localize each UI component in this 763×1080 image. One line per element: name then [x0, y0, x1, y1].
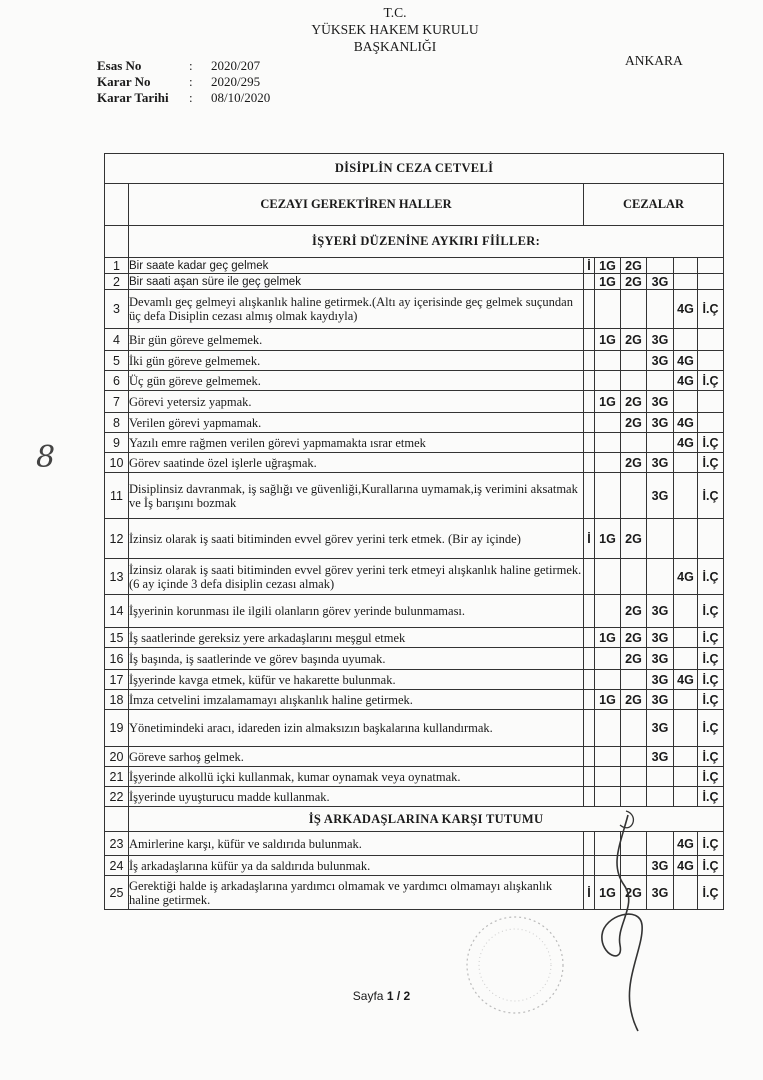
- penalty-cell: 4G: [674, 856, 698, 876]
- penalty-cell: [621, 767, 647, 787]
- row-number: 1: [105, 258, 129, 274]
- footer-sep: /: [393, 989, 404, 1003]
- footer-page: 1: [386, 989, 394, 1003]
- meta-value: 2020/207: [211, 58, 261, 73]
- penalty-cell: [647, 290, 674, 329]
- penalty-cell: 2G: [621, 519, 647, 559]
- penalty-cell: [595, 747, 621, 767]
- footer-total: 2: [403, 989, 411, 1003]
- penalty-cell: [698, 258, 724, 274]
- penalty-cell: [674, 648, 698, 670]
- penalty-cell: 2G: [621, 258, 647, 274]
- row-number: 7: [105, 391, 129, 413]
- row-number: 21: [105, 767, 129, 787]
- penalty-cell: [647, 767, 674, 787]
- penalty-cell: 4G: [674, 670, 698, 690]
- penalty-cell: [621, 747, 647, 767]
- penalty-cell: [584, 413, 595, 433]
- row-number: 9: [105, 433, 129, 453]
- meta-label: Esas No: [97, 58, 142, 73]
- case-metadata: [97, 58, 270, 106]
- penalty-cell: [674, 690, 698, 710]
- penalty-cell: İ.Ç: [698, 832, 724, 856]
- penalty-cell: [584, 290, 595, 329]
- penalty-cell: [584, 710, 595, 747]
- header-line-tc: T.C.: [383, 5, 407, 20]
- table-row: [105, 391, 724, 413]
- penalty-cell: 3G: [647, 628, 674, 648]
- offense-description: Bir gün göreve gelmemek.: [129, 329, 584, 351]
- penalty-cell: [584, 433, 595, 453]
- penalty-cell: İ.Ç: [698, 648, 724, 670]
- penalty-cell: İ: [584, 258, 595, 274]
- penalty-cell: İ.Ç: [698, 473, 724, 519]
- offense-description: İşyerinde kavga etmek, küfür ve hakarette bulunmak.: [129, 670, 584, 690]
- offense-description: Devamlı geç gelmeyi alışkanlık haline getirmek.(Altı ay içerisinde geç gelmek suçundan üç defa Disiplin cezası almış olmak kaydıyla): [129, 290, 584, 329]
- row-number: 4: [105, 329, 129, 351]
- offense-description: İzinsiz olarak iş saati bitiminden evvel görev yerini terk etmeyi alışkanlık haline getirmek. (6 ay içinde 3 defa disiplin cezası almak): [129, 559, 584, 595]
- penalty-cell: İ.Ç: [698, 876, 724, 910]
- penalty-cell: [584, 351, 595, 371]
- row-number: 19: [105, 710, 129, 747]
- penalty-cell: 2G: [621, 648, 647, 670]
- penalty-cell: 2G: [621, 453, 647, 473]
- row-number: 14: [105, 595, 129, 628]
- penalty-cell: [595, 371, 621, 391]
- penalty-cell: [584, 747, 595, 767]
- penalty-cell: [647, 258, 674, 274]
- penalty-cell: 3G: [647, 595, 674, 628]
- row-number: 5: [105, 351, 129, 371]
- penalty-cell: [584, 473, 595, 519]
- header-spacer: [105, 807, 129, 832]
- penalty-cell: İ.Ç: [698, 559, 724, 595]
- penalty-cell: [595, 670, 621, 690]
- row-number: 10: [105, 453, 129, 473]
- header-spacer: [105, 184, 129, 226]
- penalty-cell: İ.Ç: [698, 628, 724, 648]
- row-number: 12: [105, 519, 129, 559]
- penalty-cell: 4G: [674, 351, 698, 371]
- penalty-cell: [647, 559, 674, 595]
- offense-description: İki gün göreve gelmemek.: [129, 351, 584, 371]
- penalty-cell: İ.Ç: [698, 290, 724, 329]
- offense-description: İşyerinde uyuşturucu madde kullanmak.: [129, 787, 584, 807]
- table-row: [105, 747, 724, 767]
- offense-description: Amirlerine karşı, küfür ve saldırıda bulunmak.: [129, 832, 584, 856]
- offense-description: İş saatlerinde gereksiz yere arkadaşlarını meşgul etmek: [129, 628, 584, 648]
- penalty-cell: 1G: [595, 690, 621, 710]
- penalty-cell: [698, 413, 724, 433]
- penalty-cell: 2G: [621, 595, 647, 628]
- city-label: ANKARA: [625, 53, 683, 68]
- row-number: 13: [105, 559, 129, 595]
- row-number: 6: [105, 371, 129, 391]
- handwritten-margin-mark: 8: [36, 440, 56, 475]
- penalty-cell: [595, 413, 621, 433]
- penalty-cell: 2G: [621, 628, 647, 648]
- penalty-cell: [674, 473, 698, 519]
- table-row: [105, 290, 724, 329]
- penalty-cell: İ: [584, 519, 595, 559]
- penalty-cell: [595, 559, 621, 595]
- meta-label: Karar No: [97, 74, 151, 89]
- table-row: [105, 274, 724, 290]
- section-title-coworkers: İŞ ARKADAŞLARINA KARŞI TUTUMU: [129, 807, 724, 832]
- penalty-cell: [647, 433, 674, 453]
- penalty-cell: İ.Ç: [698, 767, 724, 787]
- table-title-row: [105, 154, 724, 184]
- penalty-cell: 4G: [674, 559, 698, 595]
- penalty-cell: 2G: [621, 391, 647, 413]
- penalty-cell: 1G: [595, 519, 621, 559]
- penalty-cell: 3G: [647, 876, 674, 910]
- penalty-cell: 3G: [647, 453, 674, 473]
- penalty-cell: 1G: [595, 876, 621, 910]
- penalty-cell: 3G: [647, 473, 674, 519]
- offense-description: İmza cetvelini imzalamamayı alışkanlık haline getirmek.: [129, 690, 584, 710]
- penalty-cell: 3G: [647, 413, 674, 433]
- penalty-cell: [595, 787, 621, 807]
- penalty-cell: 3G: [647, 856, 674, 876]
- penalty-cell: [674, 787, 698, 807]
- penalty-cell: [584, 391, 595, 413]
- row-number: 20: [105, 747, 129, 767]
- penalty-cell: [584, 329, 595, 351]
- offense-description: İş arkadaşlarına küfür ya da saldırıda bulunmak.: [129, 856, 584, 876]
- penalty-cell: 3G: [647, 710, 674, 747]
- table-row: [105, 690, 724, 710]
- offense-description: Verilen görevi yapmamak.: [129, 413, 584, 433]
- penalty-cell: [621, 290, 647, 329]
- table-row: [105, 413, 724, 433]
- penalty-cell: [674, 274, 698, 290]
- table-row: [105, 787, 724, 807]
- footer-prefix: Sayfa: [352, 989, 387, 1003]
- penalty-cell: [647, 519, 674, 559]
- header-line-department: BAŞKANLIĞI: [353, 39, 437, 54]
- table-row: [105, 710, 724, 747]
- penalty-cell: İ.Ç: [698, 710, 724, 747]
- penalty-cell: İ: [584, 876, 595, 910]
- penalty-cell: [674, 453, 698, 473]
- penalty-cell: [584, 371, 595, 391]
- penalty-cell: 3G: [647, 690, 674, 710]
- penalty-cell: [647, 371, 674, 391]
- meta-value: 2020/295: [211, 74, 261, 89]
- meta-label: Karar Tarihi: [97, 90, 169, 105]
- penalty-cell: 4G: [674, 433, 698, 453]
- meta-row-esas: [97, 58, 270, 74]
- penalty-cell: 1G: [595, 258, 621, 274]
- column-header-penalties: CEZALAR: [584, 184, 724, 226]
- offense-description: Gerektiği halde iş arkadaşlarına yardımcı olmamak ve yardımcı olmamayı alışkanlık haline getirmek.: [129, 876, 584, 910]
- penalty-cell: [698, 519, 724, 559]
- penalty-cell: [674, 595, 698, 628]
- penalty-cell: [698, 329, 724, 351]
- penalty-cell: [584, 690, 595, 710]
- offense-description: İşyerinin korunması ile ilgili olanların görev yerinde bulunmaması.: [129, 595, 584, 628]
- table-row: [105, 258, 724, 274]
- row-number: 22: [105, 787, 129, 807]
- penalty-cell: 4G: [674, 290, 698, 329]
- meta-value: 08/10/2020: [211, 90, 271, 105]
- penalty-cell: [698, 351, 724, 371]
- penalty-cell: 4G: [674, 371, 698, 391]
- penalty-cell: 4G: [674, 832, 698, 856]
- penalty-cell: 4G: [674, 413, 698, 433]
- table-row: [105, 559, 724, 595]
- penalty-cell: [674, 876, 698, 910]
- penalty-cell: [647, 787, 674, 807]
- penalty-cell: [595, 290, 621, 329]
- penalty-cell: [584, 274, 595, 290]
- penalty-cell: İ.Ç: [698, 787, 724, 807]
- penalty-cell: [584, 595, 595, 628]
- table-row: [105, 595, 724, 628]
- offense-description: İşyerinde alkollü içki kullanmak, kumar oynamak veya oynatmak.: [129, 767, 584, 787]
- offense-description: Bir saate kadar geç gelmek: [129, 258, 584, 274]
- penalty-cell: [621, 473, 647, 519]
- penalty-cell: İ.Ç: [698, 856, 724, 876]
- row-number: 25: [105, 876, 129, 910]
- penalty-cell: [595, 473, 621, 519]
- offense-description: İzinsiz olarak iş saati bitiminden evvel görev yerini terk etmek. (Bir ay içinde): [129, 519, 584, 559]
- row-number: 18: [105, 690, 129, 710]
- penalty-cell: [595, 710, 621, 747]
- penalty-cell: 3G: [647, 274, 674, 290]
- meta-colon: :: [189, 90, 193, 105]
- offense-description: Göreve sarhoş gelmek.: [129, 747, 584, 767]
- meta-row-karar: [97, 74, 270, 90]
- penalty-cell: [621, 787, 647, 807]
- penalty-cell: 2G: [621, 329, 647, 351]
- penalty-cell: 3G: [647, 391, 674, 413]
- penalty-cell: [698, 274, 724, 290]
- penalty-cell: [621, 710, 647, 747]
- offense-description: Yönetimindeki aracı, idareden izin almaksızın başkalarına kullandırmak.: [129, 710, 584, 747]
- penalty-cell: [621, 670, 647, 690]
- row-number: 17: [105, 670, 129, 690]
- penalty-cell: 2G: [621, 876, 647, 910]
- penalty-cell: [584, 670, 595, 690]
- penalty-cell: 3G: [647, 670, 674, 690]
- row-number: 3: [105, 290, 129, 329]
- row-number: 11: [105, 473, 129, 519]
- penalty-cell: [621, 351, 647, 371]
- row-number: 15: [105, 628, 129, 648]
- offense-description: Görevi yetersiz yapmak.: [129, 391, 584, 413]
- penalty-cell: 2G: [621, 690, 647, 710]
- penalty-cell: [584, 787, 595, 807]
- penalty-cell: [595, 351, 621, 371]
- offense-description: Bir saati aşan süre ile geç gelmek: [129, 274, 584, 290]
- penalty-cell: 1G: [595, 391, 621, 413]
- penalty-cell: [674, 329, 698, 351]
- penalty-cell: [584, 767, 595, 787]
- penalty-cell: [595, 648, 621, 670]
- section-header-row: [105, 226, 724, 258]
- penalty-cell: 3G: [647, 329, 674, 351]
- offense-description: Üç gün göreve gelmemek.: [129, 371, 584, 391]
- penalty-cell: İ.Ç: [698, 670, 724, 690]
- penalty-cell: [595, 595, 621, 628]
- penalty-cell: [595, 433, 621, 453]
- header-line-institution: YÜKSEK HAKEM KURULU: [311, 22, 479, 37]
- meta-colon: :: [189, 58, 193, 73]
- penalty-cell: İ.Ç: [698, 595, 724, 628]
- offense-description: Disiplinsiz davranmak, iş sağlığı ve güvenliği,Kurallarına uymamak,iş verimini aksatmak ve İş barışını bozmak: [129, 473, 584, 519]
- penalty-cell: İ.Ç: [698, 371, 724, 391]
- table-row: [105, 351, 724, 371]
- row-number: 16: [105, 648, 129, 670]
- row-number: 24: [105, 856, 129, 876]
- penalty-cell: [621, 559, 647, 595]
- table-row: [105, 767, 724, 787]
- penalty-cell: 3G: [647, 351, 674, 371]
- penalty-cell: [584, 628, 595, 648]
- penalty-cell: İ.Ç: [698, 690, 724, 710]
- penalty-cell: 1G: [595, 329, 621, 351]
- penalty-cell: [674, 710, 698, 747]
- penalty-cell: [674, 628, 698, 648]
- table-row: [105, 519, 724, 559]
- table-row: [105, 453, 724, 473]
- penalty-cell: [595, 453, 621, 473]
- document-header: [250, 4, 540, 55]
- penalty-cell: İ.Ç: [698, 433, 724, 453]
- meta-row-tarih: [97, 90, 270, 106]
- table-row: [105, 628, 724, 648]
- penalty-cell: [674, 391, 698, 413]
- penalty-cell: 2G: [621, 413, 647, 433]
- offense-description: Yazılı emre rağmen verilen görevi yapmamakta ısrar etmek: [129, 433, 584, 453]
- row-number: 23: [105, 832, 129, 856]
- penalty-cell: [584, 453, 595, 473]
- penalty-cell: 2G: [621, 274, 647, 290]
- table-title: DİSİPLİN CEZA CETVELİ: [105, 154, 724, 184]
- offense-description: İş başında, iş saatlerinde ve görev başında uyumak.: [129, 648, 584, 670]
- table-row: [105, 648, 724, 670]
- table-row: [105, 433, 724, 453]
- table-row: [105, 371, 724, 391]
- table-row: [105, 670, 724, 690]
- penalty-cell: [621, 433, 647, 453]
- meta-colon: :: [189, 74, 193, 89]
- row-number: 8: [105, 413, 129, 433]
- penalty-cell: İ.Ç: [698, 453, 724, 473]
- penalty-cell: [674, 767, 698, 787]
- penalty-cell: 1G: [595, 628, 621, 648]
- column-header-row: [105, 184, 724, 226]
- penalty-cell: [674, 258, 698, 274]
- section-title-workplace: İŞYERİ DÜZENİNE AYKIRI FİİLLER:: [129, 226, 724, 258]
- penalty-cell: İ.Ç: [698, 747, 724, 767]
- offense-description: Görev saatinde özel işlerle uğraşmak.: [129, 453, 584, 473]
- penalty-cell: [584, 648, 595, 670]
- penalty-cell: 1G: [595, 274, 621, 290]
- penalty-cell: [621, 371, 647, 391]
- page-footer: [0, 989, 763, 1003]
- header-spacer: [105, 226, 129, 258]
- row-number: 2: [105, 274, 129, 290]
- penalty-cell: [698, 391, 724, 413]
- penalty-cell: 3G: [647, 747, 674, 767]
- penalty-cell: 3G: [647, 648, 674, 670]
- column-header-cases: CEZAYI GEREKTİREN HALLER: [129, 184, 584, 226]
- faint-stamp-seal: [460, 910, 570, 1020]
- discipline-penalty-table: [104, 153, 724, 910]
- table-row: [105, 473, 724, 519]
- penalty-cell: [584, 559, 595, 595]
- penalty-cell: [595, 767, 621, 787]
- penalty-cell: [674, 747, 698, 767]
- table-row: [105, 329, 724, 351]
- penalty-cell: [674, 519, 698, 559]
